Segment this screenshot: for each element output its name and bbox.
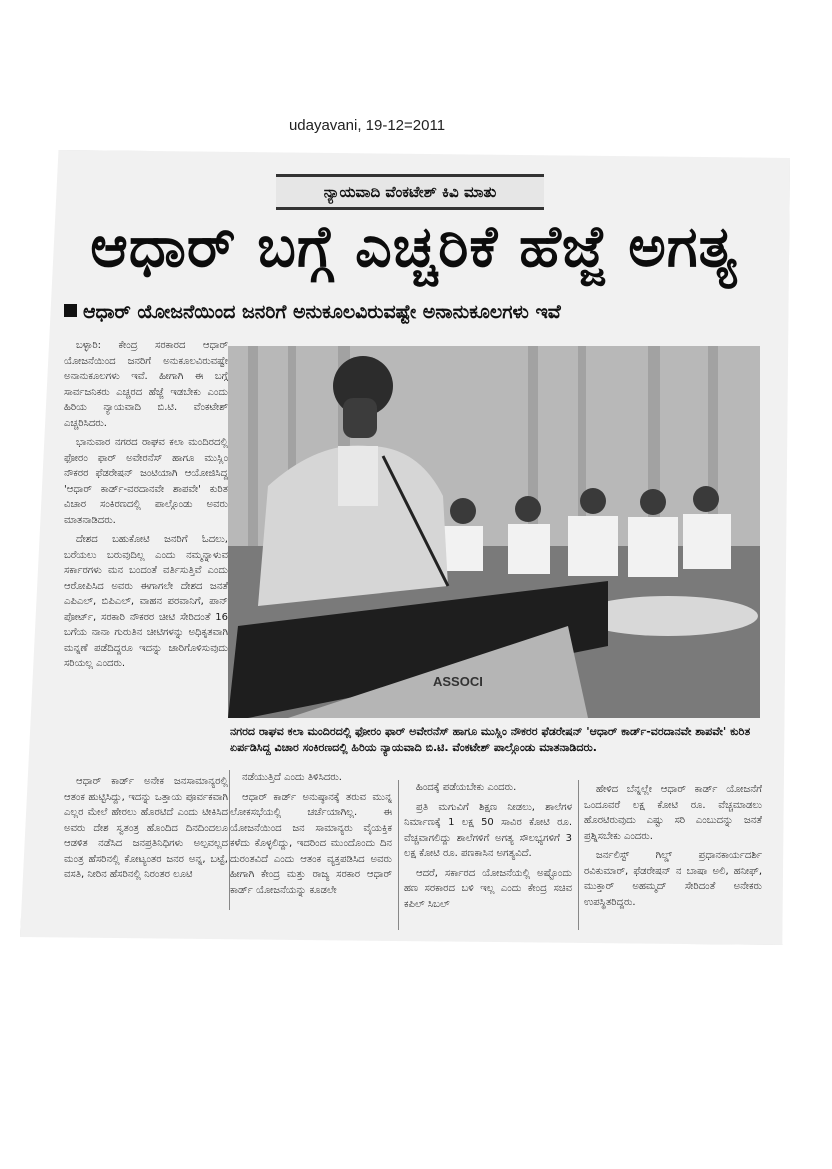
body-column-3 — [404, 780, 572, 920]
article-photo — [228, 346, 760, 718]
article-headline: ಆಧಾರ್ ಬಗ್ಗೆ ಎಚ್ಚರಿಕೆ ಹೆಜ್ಜೆ ಅಗತ್ಯ — [90, 214, 738, 280]
article-subheadline — [64, 296, 774, 328]
bullet-square-icon — [64, 304, 77, 317]
photo-banner-text: ASSOCI — [433, 674, 483, 689]
column-divider — [578, 780, 579, 930]
paragraph: ಜರ್ನಲಿಸ್ಟ್ ಗಿಲ್ಡ್ ಪ್ರಧಾನಕಾರ್ಯದರ್ಶಿ ರವಿಕುಮಾರ್, ಫೆಡರೇಷನ್ ನ ಬಾಷಾ ಅಲಿ, ಹನೀಫ್, ಮುಕ್ತಾರ್ ಅಹಮ್ಮದ್ ಸೇರಿದಂತೆ ಅನೇಕರು ಉಪಸ್ಥಿತರಿದ್ದರು. — [584, 850, 762, 908]
paragraph: ನಡೆಯುತ್ತಿದೆ ಎಂದು ತಿಳಿಸಿದರು. — [242, 772, 342, 783]
photo-caption: ನಗರದ ರಾಘವ ಕಲಾ ಮಂದಿರದಲ್ಲಿ ಫೋರಂ ಫಾರ್ ಅವೇರನೆಸ್ ಹಾಗೂ ಮುಸ್ಲಿಂ ನೌಕರರ ಫೆಡರೇಷನ್ 'ಆಧಾರ್ ಕಾರ್ಡ್-ವರದಾನವೇ ಶಾಪವೇ' ಕುರಿತ ಏರ್ಪಡಿಸಿದ್ದ ವಿಚಾರ ಸಂಕಿರಣದಲ್ಲಿ ಹಿರಿಯ ನ್ಯಾಯವಾದಿ ಬಿ.ಟಿ. ವೆಂಕಟೇಶ್ ಪಾಲ್ಗೊಂಡು ಮಾತನಾಡಿದರು. — [230, 725, 751, 754]
paragraph: ಬಳ್ಳಾರಿ: ಕೇಂದ್ರ ಸರಕಾರದ ಆಧಾರ್ ಯೋಜನೆಯಿಂದ ಜನರಿಗೆ ಅನುಕೂಲವಿರುವಷ್ಟೇ ಅನಾನುಕೂಲಗಳು ಇವೆ. ಹೀಗಾಗಿ ಈ ಬಗ್ಗೆ ಸಾರ್ವಜನಿಕರು ಎಚ್ಚರದ ಹೆಜ್ಜೆ ಇಡಬೇಕು ಎಂದು ಹಿರಿಯ ನ್ಯಾಯವಾದಿ ಬಿ.ಟಿ. ವೆಂಕಟೇಶ್ ಎಚ್ಚರಿಸಿದರು. — [64, 340, 228, 429]
paragraph: ಆಧಾರ್ ಕಾರ್ಡ್ ಅನೇಕ ಜನಸಾಮಾನ್ಯರಲ್ಲಿ ಆತಂಕ ಹುಟ್ಟಿಸಿದ್ದು, ಇದನ್ನು ಒತ್ತಾಯ ಪೂರ್ವಕವಾಗಿ ಎಲ್ಲರ ಮೇಲೆ ಹೇರಲು ಹೊರಟಿದೆ ಎಂದು ಟೀಕಿಸಿದ ಅವರು ದೇಶ ಸ್ವತಂತ್ರ ಹೊಂದಿದ ದಿನದಿಂದಲೂ ಆಡಳಿತ ನಡೆಸಿದ ಜನಪ್ರತಿನಿಧಿಗಳು ಅಲ್ಪವಲ್ಲದ ಮಂತ್ರ ಹೆಸರಿನಲ್ಲಿ ಕೋಟ್ಯಂತರ ಜನರ ಅನ್ನ, ಬಟ್ಟೆ, ವಸತಿ, ನೀರಿನ ಹೆಸರಿನಲ್ಲಿ ನಿರಂತರ ಲೂಟಿ — [64, 776, 228, 880]
paragraph: ಆದರೆ, ಸರ್ಕಾರದ ಯೋಜನೆಯಲ್ಲಿ ಅಷ್ಟೊಂದು ಹಣ ಸರಕಾರದ ಬಳಿ ಇಲ್ಲ ಎಂದು ಕೇಂದ್ರ ಸಚಿವ ಕಪಿಲ್ ಸಿಬಲ್ — [404, 867, 572, 910]
paragraph: ಹಿಂದಕ್ಕೆ ಪಡೆಯಬೇಕು ಎಂದರು. — [416, 782, 517, 793]
body-column-1 — [64, 338, 228, 756]
paragraph: ದೇಶದ ಬಹುಕೋಟಿ ಜನರಿಗೆ ಓದಲು, ಬರೆಯಲು ಬರುವುದಿಲ್ಲ ಎಂದು ನಮ್ಮನ್ನಾಳುವ ಸರ್ಕಾರಗಳು ಮನ ಬಂದಂತೆ ವರ್ತಿಸುತ್ತಿವೆ ಎಂದು ಆರೋಪಿಸಿದ ಅವರು ಈಗಾಗಲೇ ದೇಶದ ಜನತೆ ಎಪಿಎಲ್, ಬಿಪಿಎಲ್, ವಾಹನ ಪರವಾನಿಗೆ, ಪಾನ್ ಪೋರ್ಟ್, ಸರಕಾರಿ ನೌಕರರ ಚೀಟಿ ಸೇರಿದಂತೆ 16 ಬಗೆಯ ನಾನಾ ಗುರುತಿನ ಚೀಟಿಗಳನ್ನು ಅಧಿಕೃತವಾಗಿ ಮನ್ನಣೆ ಪಡೆದಿದ್ದರೂ ಇದನ್ನು ಜಾರಿಗೊಳಿಸುವುದು ಸರಿಯಲ್ಲ ಎಂದರು. — [64, 534, 228, 669]
body-column-4 — [584, 782, 762, 932]
body-column-2 — [230, 770, 392, 910]
subheadline-text: ಆಧಾರ್ ಯೋಜನೆಯಿಂದ ಜನರಿಗೆ ಅನುಕೂಲವಿರುವಷ್ಟೇ ಅನಾನುಕೂಲಗಳು ಇವೆ — [83, 301, 561, 323]
paragraph: ಆಧಾರ್ ಕಾರ್ಡ್ ಅನುಷ್ಠಾನಕ್ಕೆ ತರುವ ಮುನ್ನ ಲೋಕಸಭೆಯಲ್ಲಿ ಚರ್ಚೆಯಾಗಿಲ್ಲ. ಈ ಯೋಜನೆಯಿಂದ ಜನ ಸಾಮಾನ್ಯರು ವೈಯಕ್ತಿಕ ಕಳೆದು ಕೊಳ್ಳಲಿದ್ದು, ಇದರಿಂದ ಮುಂದೊಂದು ದಿನ ದುರಂತವಿದೆ ಎಂದು ಆತಂಕ ವ್ಯಕ್ತಪಡಿಸಿದ ಅವರು ಹೀಗಾಗಿ ಕೇಂದ್ರ ಮತ್ತು ರಾಜ್ಯ ಸರಕಾರ ಆಧಾರ್ ಕಾರ್ಡ್ ಯೋಜನೆಯನ್ನು ಕೂಡಲೇ — [230, 791, 392, 896]
speaker-at-podium-image — [228, 346, 760, 718]
article-kicker: ನ್ಯಾಯವಾದಿ ವೆಂಕಟೇಶ್ ಕಿವಿ ಮಾತು — [276, 174, 544, 210]
source-date-label: udayavani, 19-12=2011 — [262, 102, 472, 150]
paragraph: ಹೇಳಿದ ಬೆನ್ನಲ್ಲೇ ಆಧಾರ್ ಕಾರ್ಡ್ ಯೋಜನೆಗೆ ಒಂದೂವರೆ ಲಕ್ಷ ಕೋಟಿ ರೂ. ವೆಚ್ಚಮಾಡಲು ಹೊರಟಿರುವುದು ಎಷ್ಟು ಸರಿ ಎಂಬುದನ್ನು ಜನತೆ ಪ್ರಶ್ನಿಸಬೇಕು ಎಂದರು. — [584, 784, 762, 842]
body-column-1-lower — [64, 774, 228, 902]
paragraph: ಭಾನುವಾರ ನಗರದ ರಾಘವ ಕಲಾ ಮಂದಿರದಲ್ಲಿ ಫೋರಂ ಫಾರ್ ಅವೇರನೆಸ್ ಹಾಗೂ ಮುಸ್ಲಿಂ ನೌಕರರ ಫೆಡರೇಷನ್ ಜಂಟಿಯಾಗಿ ಆಯೋಜಿಸಿದ್ದ 'ಆಧಾರ್ ಕಾರ್ಡ್-ವರದಾನವೇ ಶಾಪವೇ' ಕುರಿತ ವಿಚಾರ ಸಂಕಿರಣದಲ್ಲಿ ಪಾಲ್ಗೊಂಡು ಅವರು ಮಾತನಾಡಿದರು. — [64, 437, 228, 526]
column-divider — [398, 780, 399, 930]
paragraph: ಪ್ರತಿ ಮಗುವಿಗೆ ಶಿಕ್ಷಣ ನೀಡಲು, ಶಾಲೆಗಳ ನಿರ್ಮಾಣಕ್ಕೆ 1 ಲಕ್ಷ 50 ಸಾವಿರ ಕೋಟಿ ರೂ. ವೆಚ್ಚವಾಗಲಿದ್ದು ಶಾಲೆಗಳಿಗೆ ಅಗತ್ಯ ಸೌಲಭ್ಯಗಳಿಗೆ 3 ಲಕ್ಷ ಕೋಟಿ ರೂ. ಪಣಕಾಸಿನ ಅಗತ್ಯವಿದೆ. — [404, 801, 572, 859]
